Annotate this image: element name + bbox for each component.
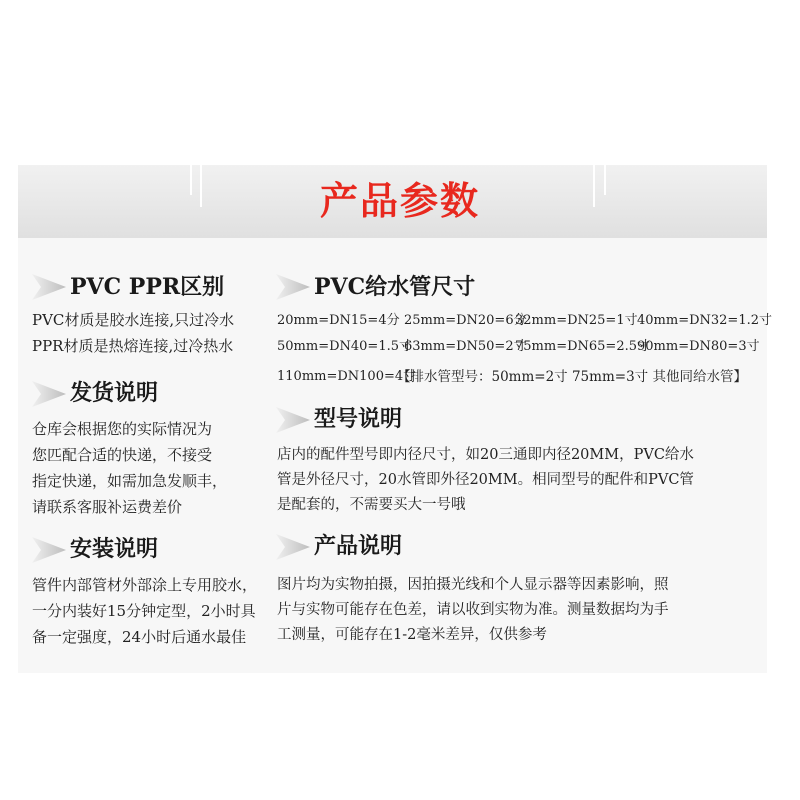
install-line: 备一定强度，24小时后通水最佳	[32, 628, 247, 646]
size-item: 25mm=DN20=6分	[404, 313, 527, 328]
size-item: 75mm=DN65=2.5寸	[515, 339, 650, 354]
arrow-icon	[276, 407, 310, 433]
install-line: 管件内部管材外部涂上专用胶水，	[32, 576, 258, 594]
section-heading-product: 产品说明	[314, 534, 403, 559]
shipping-line: 指定快递，如需加急发顺丰，	[32, 472, 228, 490]
section-heading-shipping: 发货说明	[70, 381, 159, 406]
model-line: 店内的配件型号即内径尺寸，如20三通即内径20MM，PVC给水	[277, 447, 694, 463]
section-heading-install: 安装说明	[70, 537, 159, 562]
install-line: 一分内装好15分钟定型，2小时具	[32, 602, 256, 620]
shipping-line: 仓库会根据您的实际情况为	[32, 420, 213, 438]
pvc-ppr-line: PPR材质是热熔连接,过冷热水	[32, 337, 234, 355]
arrow-icon	[32, 537, 66, 563]
shipping-line: 请联系客服补运费差价	[32, 498, 183, 516]
model-line: 是配套的，不需要买大一号哦	[277, 497, 466, 513]
arrow-icon	[276, 274, 310, 300]
size-item: 110mm=DN100=4寸	[277, 369, 417, 384]
size-item: 40mm=DN32=1.2寸	[637, 313, 772, 328]
model-line: 管是外径尺寸，20水管即外径20MM。相同型号的配件和PVC管	[277, 472, 694, 488]
arrow-icon	[32, 381, 66, 407]
drain-pipe-note: 【排水管型号：50mm=2寸 75mm=3寸 其他同给水管】	[397, 369, 747, 385]
pvc-ppr-line: PVC材质是胶水连接,只过冷水	[32, 311, 235, 329]
size-item: 32mm=DN25=1寸	[515, 313, 638, 328]
arrow-icon	[32, 274, 66, 300]
product-line: 图片均为实物拍摄，因拍摄光线和个人显示器等因素影响，照	[277, 577, 669, 593]
size-item: 20mm=DN15=4分	[277, 313, 400, 328]
shipping-line: 您匹配合适的快递，不接受	[32, 446, 213, 464]
arrow-icon	[276, 534, 310, 560]
section-heading-pvc-ppr: PVC PPR区别	[70, 274, 225, 300]
size-item: 90mm=DN80=3寸	[637, 339, 760, 354]
page-title: 产品参数	[319, 179, 480, 223]
size-item: 63mm=DN50=2寸	[404, 339, 527, 354]
section-heading-model: 型号说明	[314, 407, 403, 432]
product-line: 片与实物可能存在色差，请以收到实物为准。测量数据均为手	[277, 602, 669, 618]
size-item: 50mm=DN40=1.5寸	[277, 339, 412, 354]
product-line: 工测量，可能存在1-2毫米差异，仅供参考	[277, 627, 547, 643]
section-heading-pvc-sizes: PVC给水管尺寸	[314, 274, 476, 300]
